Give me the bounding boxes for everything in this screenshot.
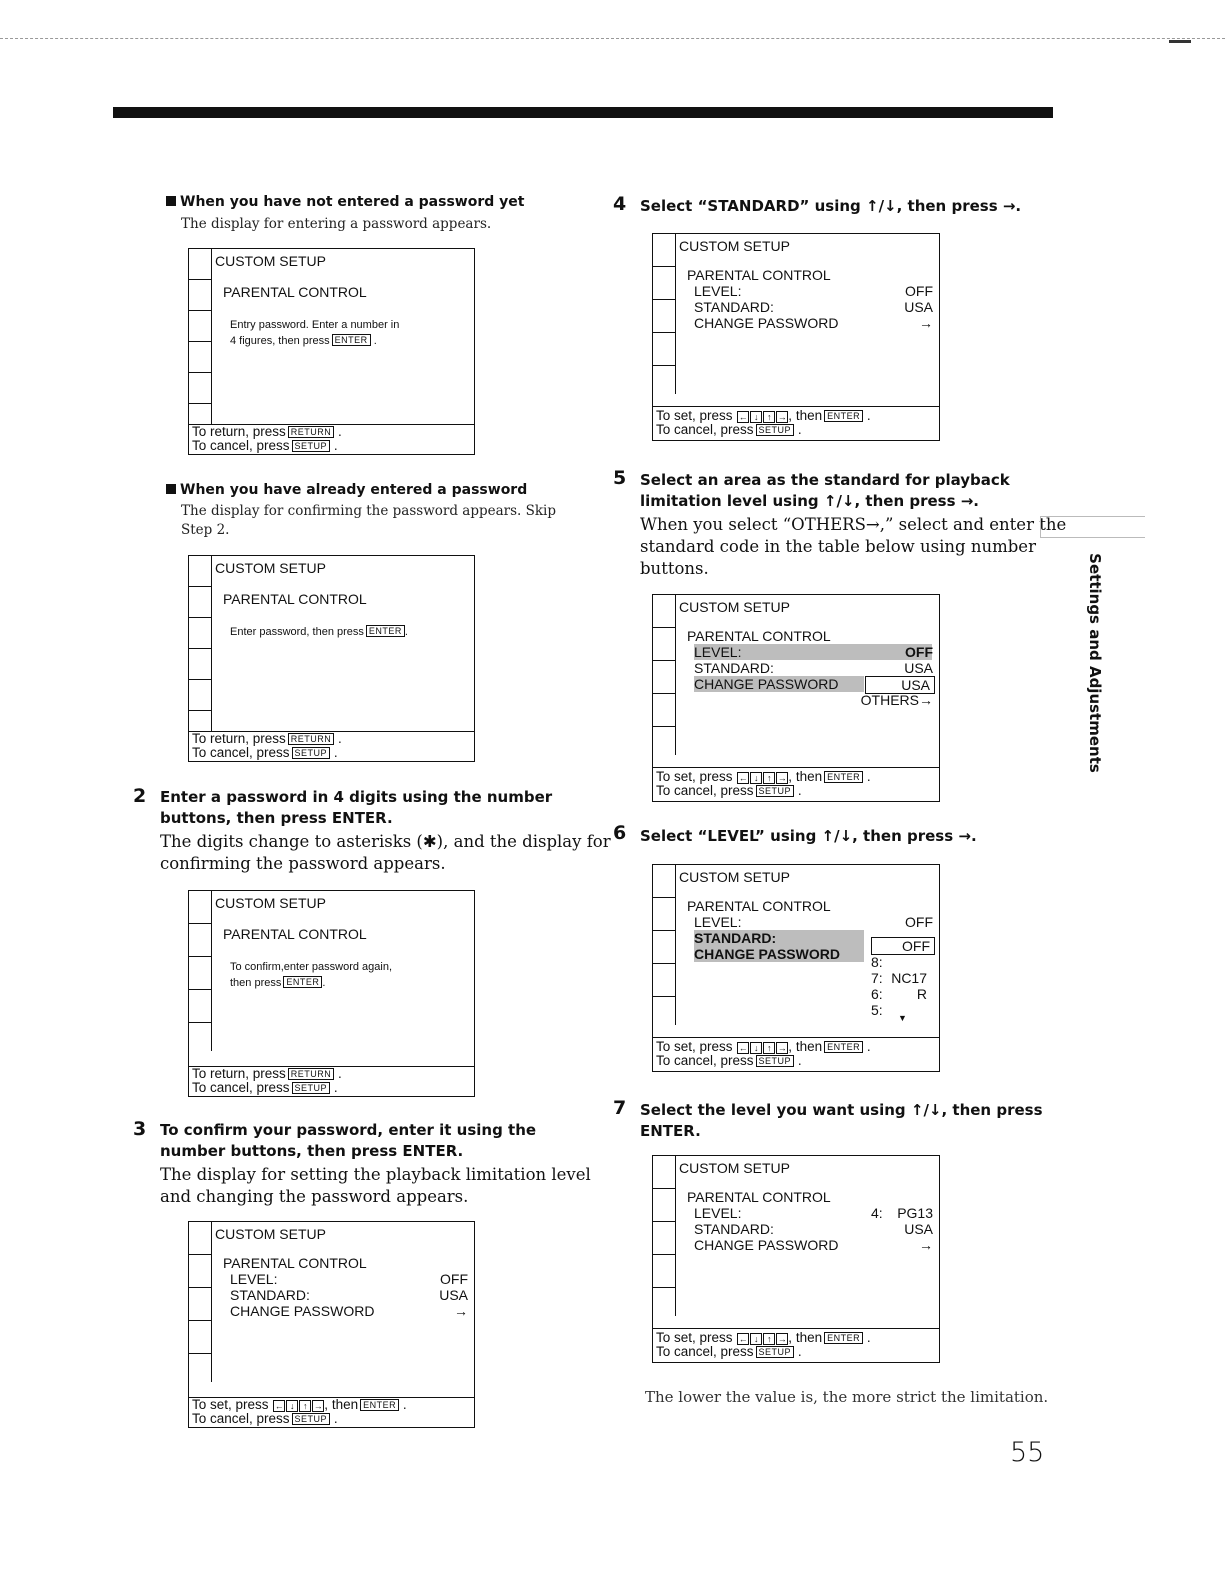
osd-screen-step6 [652, 864, 940, 1072]
intro-text [181, 502, 556, 540]
step-body-line: buttons. [640, 559, 709, 578]
step-body-line: standard code in the table below using number [640, 537, 1036, 556]
right-arrow-icon: → [454, 1303, 468, 1319]
osd-level-label-highlighted: LEVEL: [694, 644, 932, 660]
osd-footer-set: To set, press ← ↓ ↑ → , then ENTER . [656, 1330, 871, 1345]
left-arrow-key-icon: ← [274, 1401, 284, 1411]
up-arrow-key-icon: ↑ [763, 772, 775, 784]
down-arrow-key-icon: ↓ [750, 1333, 762, 1345]
right-arrow-key-icon: → [777, 412, 787, 422]
osd-footer-text: then [795, 1330, 823, 1345]
right-arrow-icon: → [919, 1237, 933, 1253]
enter-key-icon: ENTER [283, 976, 322, 988]
level-options-list [871, 954, 933, 1018]
osd-title: CUSTOM SETUP [679, 599, 790, 615]
intro-line: Step 2. [181, 522, 230, 538]
osd-footer-text: To return, press [192, 731, 286, 746]
osd-divider [653, 767, 939, 768]
osd-footer-set: To set, press ← ↓ ↑ → , then ENTER . [656, 769, 871, 784]
setup-key-icon: SETUP [756, 1346, 795, 1358]
osd-level-value: OFF [905, 644, 933, 660]
osd-menu-heading: PARENTAL CONTROL [223, 1255, 367, 1271]
osd-footer-text: To cancel, press [656, 1053, 754, 1068]
enter-key-icon: ENTER [366, 625, 405, 637]
osd-level-label: LEVEL: [230, 1271, 278, 1287]
osd-menu-heading: PARENTAL CONTROL [687, 267, 831, 283]
osd-level-value: OFF [440, 1271, 468, 1287]
osd-standard-label: STANDARD: [694, 299, 774, 315]
level-option-num: 5: [871, 1002, 883, 1018]
standard-dropdown-value: USA [901, 677, 930, 693]
osd-screen-confirm [188, 555, 475, 762]
intro-text: The display for entering a password appears. [181, 216, 492, 232]
osd-footer-text: To cancel, press [656, 783, 754, 798]
up-arrow-key-icon: ↑ [299, 1400, 311, 1412]
osd-standard-value: USA [904, 660, 933, 676]
osd-footer-return: To return, press RETURN . [192, 1066, 342, 1081]
section-side-tab-label: Settings and Adjustments [1086, 553, 1104, 773]
osd-footer-text: To set, press [656, 769, 733, 784]
osd-message-text: 4 figures, then press [230, 335, 330, 347]
step-body-line: and changing the password appears. [160, 1187, 469, 1206]
osd-footer-text: To cancel, press [656, 1344, 754, 1359]
osd-footer-text: To set, press [656, 1330, 733, 1345]
left-arrow-key-icon: ← [738, 773, 748, 783]
step-heading-line: To confirm your password, enter it using the [160, 1121, 537, 1139]
osd-footer-text: To cancel, press [192, 745, 290, 760]
osd-sidebar [653, 595, 676, 755]
down-arrow-key-icon: ↓ [750, 1042, 762, 1054]
osd-message-line: 4 figures, then press ENTER . [230, 335, 377, 347]
osd-footer-text: To cancel, press [656, 422, 754, 437]
osd-title: CUSTOM SETUP [215, 253, 326, 269]
subheading-no-password [166, 194, 524, 210]
subheading-has-password [166, 482, 527, 498]
osd-standard-value: USA [904, 1221, 933, 1237]
left-arrow-key-icon: ← [738, 412, 748, 422]
osd-change-password-label-highlighted: CHANGE PASSWORD [694, 946, 864, 962]
level-option-num: 6: [871, 986, 883, 1002]
enter-key-icon: ENTER [824, 1041, 863, 1053]
osd-message-text: Enter password, then press [230, 626, 364, 638]
up-arrow-key-icon: ↑ [763, 411, 775, 423]
osd-screen-entry [188, 248, 475, 455]
osd-change-password-label: CHANGE PASSWORD [230, 1303, 375, 1319]
step-number: 4 [613, 193, 627, 215]
up-arrow-key-icon: ↑ [763, 1333, 775, 1345]
osd-divider [653, 1037, 939, 1038]
osd-sidebar [653, 1156, 676, 1316]
osd-title: CUSTOM SETUP [679, 238, 790, 254]
intro-line: The display for confirming the password appears. Skip [181, 503, 556, 519]
right-arrow-key-icon: → [777, 773, 787, 783]
setup-key-icon: SETUP [756, 1055, 795, 1067]
osd-menu-heading: PARENTAL CONTROL [687, 628, 831, 644]
step-heading-line: Select an area as the standard for playback [640, 471, 1010, 489]
osd-change-password-label: CHANGE PASSWORD [694, 315, 839, 331]
osd-footer-text: To set, press [656, 408, 733, 423]
right-arrow-key-icon: → [777, 1043, 787, 1053]
osd-title: CUSTOM SETUP [215, 1226, 326, 1242]
level-dropdown[interactable] [871, 937, 935, 955]
osd-standard-label: STANDARD: [694, 1221, 774, 1237]
osd-message: Enter password, then press ENTER . [230, 626, 408, 638]
osd-footer-text: To set, press [192, 1397, 269, 1412]
step-heading-line: number buttons, then press ENTER. [160, 1142, 464, 1160]
osd-footer-text: To set, press [656, 1039, 733, 1054]
osd-message [230, 959, 392, 991]
up-arrow-key-icon: ↑ [763, 1042, 775, 1054]
osd-footer-set: To set, press ← ↓ ↑ → , then ENTER . [656, 408, 871, 423]
level-option-num: 7: [871, 970, 883, 986]
osd-footer-text: then [795, 769, 823, 784]
osd-message-line: To confirm,enter password again, [230, 961, 393, 973]
osd-sidebar [189, 249, 212, 424]
osd-level-value: PG13 [897, 1205, 933, 1221]
down-arrow-key-icon: ↓ [750, 411, 762, 423]
footnote: The lower the value is, the more strict the limitation. [645, 1388, 1049, 1406]
return-key-icon: RETURN [288, 733, 335, 745]
osd-title: CUSTOM SETUP [215, 895, 326, 911]
osd-standard-value: USA [439, 1287, 468, 1303]
osd-message [230, 317, 399, 349]
step-heading [640, 470, 1010, 512]
osd-message-line: Entry password. Enter a number in [230, 319, 400, 331]
osd-footer-text: To cancel, press [192, 1411, 290, 1426]
osd-menu-heading: PARENTAL CONTROL [223, 591, 367, 607]
osd-sidebar [653, 865, 676, 1025]
osd-menu-heading: PARENTAL CONTROL [687, 898, 831, 914]
scan-artifact-line [0, 38, 1225, 39]
step-heading [640, 1100, 1043, 1142]
return-key-icon: RETURN [288, 426, 335, 438]
step-heading-line: buttons, then press ENTER. [160, 809, 393, 827]
osd-footer-cancel: To cancel, press SETUP . [192, 745, 338, 760]
osd-footer-cancel: To cancel, press SETUP . [192, 438, 338, 453]
level-option-name: R [916, 986, 927, 1002]
osd-sidebar [189, 891, 212, 1051]
level-option[interactable] [871, 986, 933, 1002]
setup-key-icon: SETUP [292, 440, 331, 452]
step-number: 6 [613, 822, 627, 844]
step-body [160, 831, 611, 875]
enter-key-icon: ENTER [332, 334, 371, 346]
level-dropdown-value: OFF [902, 938, 930, 954]
standard-option-others[interactable]: OTHERS→ [860, 692, 933, 708]
osd-footer-text: To return, press [192, 1066, 286, 1081]
osd-footer-cancel: To cancel, press SETUP . [656, 1053, 802, 1068]
step-number: 5 [613, 467, 627, 489]
level-option-name: NC17 [891, 970, 927, 986]
step-heading [160, 1120, 536, 1162]
osd-screen-step4 [652, 233, 940, 441]
osd-footer-cancel: To cancel, press SETUP . [656, 422, 802, 437]
step-heading-line: Select the level you want using ↑/↓, then press [640, 1101, 1043, 1119]
step-heading [160, 787, 552, 829]
osd-title: CUSTOM SETUP [215, 560, 326, 576]
osd-message-text: then press [230, 977, 282, 989]
osd-footer-text: then [795, 1039, 823, 1054]
step-body-line: When you select “OTHERS→,” select and enter the [640, 515, 1067, 534]
setup-key-icon: SETUP [292, 1082, 331, 1094]
subheading-text: When you have already entered a password [180, 482, 528, 498]
step-heading: Select “LEVEL” using ↑/↓, then press →. [640, 827, 977, 845]
return-key-icon: RETURN [288, 1068, 335, 1080]
osd-screen-step5 [652, 594, 940, 802]
osd-divider [653, 406, 939, 407]
osd-standard-label: STANDARD: [230, 1287, 310, 1303]
osd-sidebar [653, 234, 676, 394]
left-arrow-key-icon: ← [738, 1334, 748, 1344]
osd-footer-text: To cancel, press [192, 438, 290, 453]
step-heading: Select “STANDARD” using ↑/↓, then press →. [640, 197, 1022, 215]
osd-change-password-label-highlighted: CHANGE PASSWORD [694, 676, 864, 692]
down-arrow-key-icon: ↓ [286, 1400, 298, 1412]
step-number: 2 [133, 785, 147, 807]
osd-footer-text: To cancel, press [192, 1080, 290, 1095]
osd-standard-value: USA [904, 299, 933, 315]
enter-key-icon: ENTER [824, 410, 863, 422]
step-heading-line: limitation level using ↑/↓, then press →. [640, 492, 979, 510]
osd-footer-cancel: To cancel, press SETUP . [656, 1344, 802, 1359]
scan-artifact-mark [1169, 40, 1191, 43]
step-heading-line: Enter a password in 4 digits using the number [160, 788, 553, 806]
enter-key-icon: ENTER [824, 1332, 863, 1344]
scroll-down-icon[interactable]: ▼ [898, 1013, 907, 1023]
osd-message-line: then press ENTER . [230, 977, 326, 989]
step-body [640, 514, 1066, 580]
osd-level-label: LEVEL: [694, 914, 742, 930]
osd-level-number: 4: [871, 1205, 883, 1221]
osd-sidebar [189, 1222, 212, 1382]
square-bullet-icon [166, 196, 176, 206]
osd-menu-heading: PARENTAL CONTROL [223, 284, 367, 300]
down-arrow-key-icon: ↓ [750, 772, 762, 784]
right-arrow-key-icon: → [777, 1334, 787, 1344]
osd-footer-text: then [795, 408, 823, 423]
osd-menu-heading: PARENTAL CONTROL [687, 1189, 831, 1205]
setup-key-icon: SETUP [756, 424, 795, 436]
step-heading-line: ENTER. [640, 1122, 701, 1140]
level-option-num: 8: [871, 954, 883, 970]
osd-footer-set: To set, press ← ↓ ↑ → , then ENTER . [192, 1397, 407, 1412]
setup-key-icon: SETUP [292, 747, 331, 759]
osd-footer-cancel: To cancel, press SETUP . [192, 1080, 338, 1095]
osd-standard-label: STANDARD: [694, 660, 774, 676]
osd-menu-heading: PARENTAL CONTROL [223, 926, 367, 942]
step-number: 7 [613, 1097, 627, 1119]
header-rule [113, 107, 1053, 118]
osd-change-password-label: CHANGE PASSWORD [694, 1237, 839, 1253]
setup-key-icon: SETUP [756, 785, 795, 797]
level-option[interactable] [871, 970, 933, 986]
step-body [160, 1164, 591, 1208]
square-bullet-icon [166, 484, 176, 494]
osd-screen-step7 [652, 1155, 940, 1363]
enter-key-icon: ENTER [824, 771, 863, 783]
side-tab-marker [1040, 516, 1145, 538]
osd-level-value: OFF [905, 914, 933, 930]
osd-screen-confirm-again [188, 890, 475, 1097]
osd-footer-return: To return, press RETURN . [192, 424, 342, 439]
osd-title: CUSTOM SETUP [679, 869, 790, 885]
right-arrow-key-icon: → [313, 1401, 323, 1411]
osd-title: CUSTOM SETUP [679, 1160, 790, 1176]
section-side-tab [1083, 548, 1107, 778]
page-number: 55 [1010, 1437, 1045, 1468]
enter-key-icon: ENTER [360, 1399, 399, 1411]
osd-level-label: LEVEL: [694, 1205, 742, 1221]
setup-key-icon: SETUP [292, 1413, 331, 1425]
left-arrow-key-icon: ← [738, 1043, 748, 1053]
osd-level-value: OFF [905, 283, 933, 299]
step-body-line: confirming the password appears. [160, 854, 446, 873]
osd-footer-set: To set, press ← ↓ ↑ → , then ENTER . [656, 1039, 871, 1054]
step-body-line: The digits change to asterisks (✱), and the display for [160, 832, 611, 851]
step-number: 3 [133, 1118, 147, 1140]
osd-footer-cancel: To cancel, press SETUP . [656, 783, 802, 798]
osd-screen-settings [188, 1221, 475, 1428]
osd-footer-text: To return, press [192, 424, 286, 439]
osd-sidebar [189, 556, 212, 731]
subheading-text: When you have not entered a password yet [180, 194, 525, 210]
step-body-line: The display for setting the playback limitation level [160, 1165, 591, 1184]
osd-level-label: LEVEL: [694, 283, 742, 299]
level-option[interactable] [871, 954, 933, 970]
right-arrow-icon: → [919, 315, 933, 331]
osd-standard-label-highlighted: STANDARD: [694, 930, 864, 946]
osd-footer-cancel: To cancel, press SETUP . [192, 1411, 338, 1426]
osd-divider [653, 1328, 939, 1329]
osd-footer-return: To return, press RETURN . [192, 731, 342, 746]
osd-footer-text: then [331, 1397, 359, 1412]
